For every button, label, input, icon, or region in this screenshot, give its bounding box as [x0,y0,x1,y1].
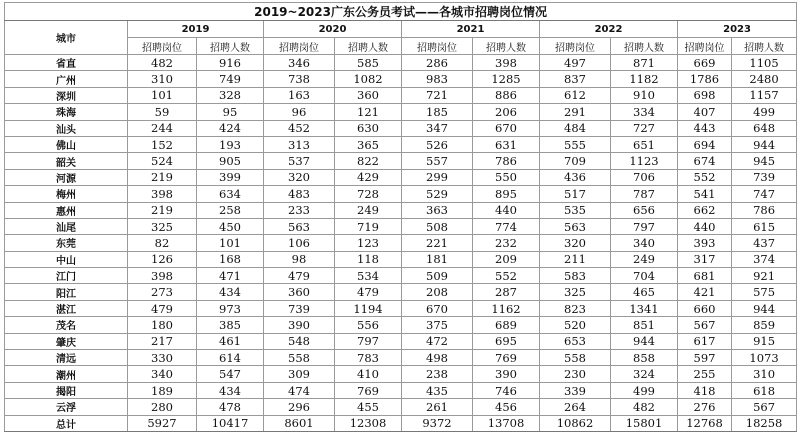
city-name: 梅州 [5,186,128,202]
positions-cell: 398 [128,268,197,284]
city-column-header: 城市 [5,21,128,55]
positions-cell: 330 [128,350,197,366]
positions-cell: 211 [540,251,611,267]
city-name: 惠州 [5,202,128,218]
positions-cell: 653 [540,333,611,349]
positions-cell: 360 [264,284,335,300]
positions-cell: 101 [128,87,197,103]
headcount-cell: 101 [197,235,264,251]
positions-cell: 296 [264,399,335,415]
headcount-cell: 615 [732,218,797,234]
positions-cell: 9372 [402,415,473,431]
positions-cell: 233 [264,202,335,218]
headcount-cell: 689 [473,317,540,333]
headcount-cell: 410 [335,366,402,382]
headcount-cell: 249 [335,202,402,218]
headcount-cell: 399 [197,169,264,185]
positions-cell: 98 [264,251,335,267]
positions-cell: 597 [678,350,732,366]
positions-cell: 1786 [678,71,732,87]
headcount-cell: 232 [473,235,540,251]
table-row [5,333,797,349]
positions-cell: 535 [540,202,611,218]
headcount-cell: 783 [335,350,402,366]
headcount-cell: 434 [197,382,264,398]
city-name: 江门 [5,268,128,284]
positions-cell: 552 [678,169,732,185]
positions-cell: 698 [678,87,732,103]
table-row [5,169,797,185]
positions-cell: 555 [540,136,611,152]
total-row [5,415,797,431]
positions-cell: 346 [264,55,335,71]
positions-cell: 418 [678,382,732,398]
positions-cell: 837 [540,71,611,87]
headcount-cell: 769 [335,382,402,398]
headcount-cell: 797 [335,333,402,349]
headcount-header: 招聘人数 [335,38,402,55]
headcount-cell: 921 [732,268,797,284]
positions-cell: 563 [540,218,611,234]
positions-cell: 219 [128,169,197,185]
year-header-2021: 2021 [402,21,540,38]
positions-cell: 255 [678,366,732,382]
positions-cell: 320 [540,235,611,251]
positions-cell: 498 [402,350,473,366]
headcount-cell: 479 [335,284,402,300]
positions-cell: 472 [402,333,473,349]
headcount-cell: 552 [473,268,540,284]
positions-cell: 106 [264,235,335,251]
headcount-cell: 456 [473,399,540,415]
headcount-cell: 749 [197,71,264,87]
headcount-cell: 786 [732,202,797,218]
positions-cell: 185 [402,104,473,120]
headcount-cell: 471 [197,268,264,284]
positions-cell: 617 [678,333,732,349]
headcount-cell: 95 [197,104,264,120]
headcount-cell: 1123 [611,153,678,169]
positions-cell: 474 [264,382,335,398]
headcount-cell: 499 [732,104,797,120]
headcount-cell: 747 [732,186,797,202]
headcount-cell: 390 [473,366,540,382]
headcount-cell: 905 [197,153,264,169]
headcount-cell: 209 [473,251,540,267]
headcount-cell: 1073 [732,350,797,366]
positions-cell: 264 [540,399,611,415]
positions-cell: 520 [540,317,611,333]
headcount-cell: 1194 [335,300,402,316]
positions-cell: 208 [402,284,473,300]
headcount-cell: 482 [611,399,678,415]
positions-cell: 452 [264,120,335,136]
positions-cell: 669 [678,55,732,71]
city-name: 云浮 [5,399,128,415]
headcount-cell: 334 [611,104,678,120]
positions-cell: 217 [128,333,197,349]
positions-cell: 244 [128,120,197,136]
headcount-cell: 859 [732,317,797,333]
positions-cell: 709 [540,153,611,169]
city-name: 阳江 [5,284,128,300]
headcount-cell: 547 [197,366,264,382]
positions-cell: 674 [678,153,732,169]
headcount-cell: 424 [197,120,264,136]
headcount-cell: 1105 [732,55,797,71]
headcount-cell: 585 [335,55,402,71]
headcount-cell: 973 [197,300,264,316]
headcount-cell: 461 [197,333,264,349]
headcount-cell: 340 [611,235,678,251]
positions-cell: 230 [540,366,611,382]
headcount-header: 招聘人数 [611,38,678,55]
headcount-cell: 871 [611,55,678,71]
headcount-cell: 18258 [732,415,797,431]
positions-cell: 340 [128,366,197,382]
positions-cell: 443 [678,120,732,136]
positions-cell: 482 [128,55,197,71]
city-name: 总计 [5,415,128,431]
headcount-cell: 123 [335,235,402,251]
city-name: 珠海 [5,104,128,120]
positions-cell: 280 [128,399,197,415]
headcount-cell: 534 [335,268,402,284]
headcount-cell: 618 [732,382,797,398]
city-name: 河源 [5,169,128,185]
positions-cell: 126 [128,251,197,267]
positions-cell: 363 [402,202,473,218]
headcount-cell: 915 [732,333,797,349]
table-row [5,218,797,234]
positions-cell: 823 [540,300,611,316]
headcount-cell: 258 [197,202,264,218]
positions-cell: 291 [540,104,611,120]
positions-cell: 558 [540,350,611,366]
city-name: 汕尾 [5,218,128,234]
positions-cell: 310 [128,71,197,87]
headcount-cell: 822 [335,153,402,169]
headcount-cell: 193 [197,136,264,152]
headcount-cell: 945 [732,153,797,169]
headcount-cell: 944 [732,300,797,316]
headcount-cell: 797 [611,218,678,234]
headcount-header: 招聘人数 [473,38,540,55]
city-name: 广州 [5,71,128,87]
headcount-cell: 614 [197,350,264,366]
positions-cell: 8601 [264,415,335,431]
headcount-cell: 385 [197,317,264,333]
headcount-cell: 858 [611,350,678,366]
city-name: 韶关 [5,153,128,169]
headcount-cell: 656 [611,202,678,218]
positions-cell: 163 [264,87,335,103]
positions-cell: 484 [540,120,611,136]
positions-cell: 96 [264,104,335,120]
positions-cell: 436 [540,169,611,185]
positions-cell: 317 [678,251,732,267]
headcount-cell: 434 [197,284,264,300]
positions-cell: 567 [678,317,732,333]
positions-cell: 548 [264,333,335,349]
headcount-cell: 895 [473,186,540,202]
headcount-cell: 728 [335,186,402,202]
headcount-cell: 437 [732,235,797,251]
headcount-cell: 118 [335,251,402,267]
table-row [5,104,797,120]
headcount-header: 招聘人数 [197,38,264,55]
headcount-cell: 774 [473,218,540,234]
positions-cell: 694 [678,136,732,152]
headcount-cell: 786 [473,153,540,169]
positions-cell: 393 [678,235,732,251]
headcount-cell: 944 [732,136,797,152]
city-name: 省直 [5,55,128,71]
headcount-cell: 429 [335,169,402,185]
positions-cell: 557 [402,153,473,169]
headcount-cell: 695 [473,333,540,349]
table-row [5,268,797,284]
headcount-cell: 1082 [335,71,402,87]
positions-cell: 375 [402,317,473,333]
table-row [5,153,797,169]
positions-cell: 541 [678,186,732,202]
headcount-cell: 310 [732,366,797,382]
positions-cell: 299 [402,169,473,185]
positions-cell: 152 [128,136,197,152]
headcount-cell: 15801 [611,415,678,431]
positions-cell: 509 [402,268,473,284]
table-row [5,251,797,267]
headcount-cell: 727 [611,120,678,136]
headcount-cell: 769 [473,350,540,366]
positions-cell: 612 [540,87,611,103]
headcount-cell: 440 [473,202,540,218]
positions-cell: 286 [402,55,473,71]
headcount-cell: 1157 [732,87,797,103]
headcount-cell: 12308 [335,415,402,431]
headcount-cell: 1182 [611,71,678,87]
city-name: 深圳 [5,87,128,103]
positions-cell: 10862 [540,415,611,431]
table-row [5,120,797,136]
table-row [5,382,797,398]
positions-cell: 524 [128,153,197,169]
recruitment-table-container [4,2,796,432]
headcount-cell: 648 [732,120,797,136]
headcount-cell: 916 [197,55,264,71]
headcount-cell: 575 [732,284,797,300]
positions-cell: 347 [402,120,473,136]
headcount-cell: 886 [473,87,540,103]
city-name: 中山 [5,251,128,267]
table-row [5,350,797,366]
positions-cell: 273 [128,284,197,300]
positions-cell: 421 [678,284,732,300]
table-title: 2019~2023广东公务员考试——各城市招聘岗位情况 [5,3,797,21]
positions-cell: 660 [678,300,732,316]
table-row [5,317,797,333]
city-name: 汕头 [5,120,128,136]
positions-cell: 398 [128,186,197,202]
headcount-cell: 10417 [197,415,264,431]
year-header-2022: 2022 [540,21,678,38]
positions-cell: 721 [402,87,473,103]
positions-cell: 583 [540,268,611,284]
positions-cell: 189 [128,382,197,398]
city-name: 茂名 [5,317,128,333]
table-row [5,284,797,300]
headcount-cell: 1285 [473,71,540,87]
year-header-2020: 2020 [264,21,402,38]
headcount-cell: 746 [473,382,540,398]
positions-cell: 497 [540,55,611,71]
table-row [5,186,797,202]
headcount-cell: 651 [611,136,678,152]
headcount-cell: 1341 [611,300,678,316]
positions-cell: 670 [402,300,473,316]
positions-cell: 309 [264,366,335,382]
headcount-cell: 328 [197,87,264,103]
positions-cell: 261 [402,399,473,415]
positions-cell: 320 [264,169,335,185]
positions-cell: 390 [264,317,335,333]
positions-cell: 325 [128,218,197,234]
headcount-cell: 1162 [473,300,540,316]
headcount-cell: 121 [335,104,402,120]
table-row [5,136,797,152]
positions-header: 招聘岗位 [540,38,611,55]
headcount-cell: 704 [611,268,678,284]
positions-cell: 181 [402,251,473,267]
table-row [5,202,797,218]
city-name: 佛山 [5,136,128,152]
positions-cell: 313 [264,136,335,152]
positions-cell: 563 [264,218,335,234]
positions-cell: 983 [402,71,473,87]
headcount-cell: 739 [732,169,797,185]
positions-cell: 681 [678,268,732,284]
headcount-cell: 168 [197,251,264,267]
headcount-cell: 910 [611,87,678,103]
headcount-cell: 324 [611,366,678,382]
positions-cell: 180 [128,317,197,333]
headcount-cell: 556 [335,317,402,333]
headcount-cell: 631 [473,136,540,152]
headcount-cell: 550 [473,169,540,185]
positions-cell: 529 [402,186,473,202]
table-row [5,71,797,87]
headcount-cell: 944 [611,333,678,349]
positions-cell: 219 [128,202,197,218]
positions-cell: 5927 [128,415,197,431]
table-row [5,300,797,316]
headcount-cell: 206 [473,104,540,120]
positions-cell: 276 [678,399,732,415]
positions-header: 招聘岗位 [264,38,335,55]
headcount-cell: 398 [473,55,540,71]
headcount-header: 招聘人数 [732,38,797,55]
table-row [5,399,797,415]
headcount-cell: 455 [335,399,402,415]
headcount-cell: 630 [335,120,402,136]
positions-cell: 12768 [678,415,732,431]
city-name: 肇庆 [5,333,128,349]
positions-cell: 339 [540,382,611,398]
recruitment-table [4,2,797,432]
city-name: 潮州 [5,366,128,382]
positions-cell: 479 [264,268,335,284]
positions-cell: 537 [264,153,335,169]
headcount-cell: 719 [335,218,402,234]
positions-cell: 59 [128,104,197,120]
headcount-cell: 499 [611,382,678,398]
table-row [5,55,797,71]
positions-cell: 508 [402,218,473,234]
positions-cell: 238 [402,366,473,382]
headcount-cell: 2480 [732,71,797,87]
positions-cell: 662 [678,202,732,218]
headcount-cell: 670 [473,120,540,136]
positions-cell: 407 [678,104,732,120]
headcount-cell: 478 [197,399,264,415]
table-row [5,366,797,382]
year-header-2019: 2019 [128,21,264,38]
positions-cell: 479 [128,300,197,316]
positions-header: 招聘岗位 [402,38,473,55]
headcount-cell: 360 [335,87,402,103]
positions-cell: 435 [402,382,473,398]
headcount-cell: 249 [611,251,678,267]
positions-cell: 221 [402,235,473,251]
positions-cell: 558 [264,350,335,366]
headcount-cell: 374 [732,251,797,267]
headcount-cell: 851 [611,317,678,333]
headcount-cell: 365 [335,136,402,152]
city-name: 湛江 [5,300,128,316]
headcount-cell: 787 [611,186,678,202]
city-name: 清远 [5,350,128,366]
city-name: 揭阳 [5,382,128,398]
headcount-cell: 287 [473,284,540,300]
positions-cell: 526 [402,136,473,152]
positions-cell: 483 [264,186,335,202]
city-name: 东莞 [5,235,128,251]
positions-cell: 738 [264,71,335,87]
positions-cell: 739 [264,300,335,316]
positions-header: 招聘岗位 [128,38,197,55]
positions-header: 招聘岗位 [678,38,732,55]
headcount-cell: 450 [197,218,264,234]
year-header-2023: 2023 [678,21,797,38]
headcount-cell: 567 [732,399,797,415]
table-row [5,235,797,251]
headcount-cell: 634 [197,186,264,202]
positions-cell: 325 [540,284,611,300]
table-row [5,87,797,103]
positions-cell: 440 [678,218,732,234]
positions-cell: 517 [540,186,611,202]
headcount-cell: 706 [611,169,678,185]
headcount-cell: 465 [611,284,678,300]
positions-cell: 82 [128,235,197,251]
headcount-cell: 13708 [473,415,540,431]
